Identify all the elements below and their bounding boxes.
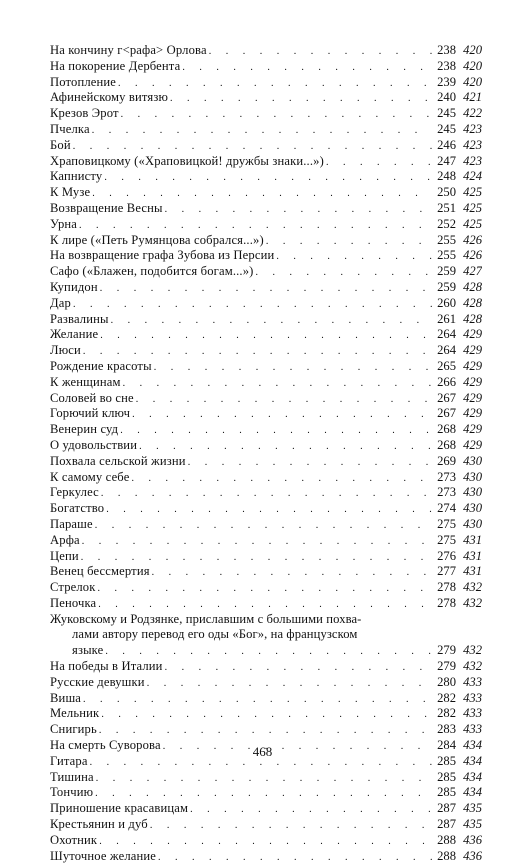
toc-entry [50, 675, 482, 691]
toc-entry [50, 533, 482, 549]
toc-entry-note-page: 429 [463, 343, 482, 358]
toc-entry [50, 659, 482, 675]
toc-entry [50, 248, 482, 264]
leader-dots [132, 406, 432, 422]
toc-entry-page: 285 [437, 753, 456, 768]
toc-entry-page: 282 [437, 706, 456, 721]
leader-dots [190, 801, 432, 817]
toc-entry-page: 267 [437, 390, 456, 405]
leader-dots [101, 706, 432, 722]
toc-entry-page: 282 [437, 690, 456, 705]
toc-entry [50, 485, 482, 501]
toc-entry [50, 154, 482, 170]
toc-entry [50, 849, 482, 864]
toc-entry-note-page: 436 [463, 832, 482, 847]
toc-entry-title: К женщинам [50, 374, 121, 389]
toc-entry [50, 549, 482, 565]
toc-entry-title: Венец бессмертия [50, 564, 150, 579]
toc-entry-title: Тишина [50, 769, 94, 784]
toc-entry [50, 59, 482, 75]
toc-entry-title: К Музе [50, 185, 91, 200]
leader-dots [82, 533, 432, 549]
leader-dots [136, 391, 432, 407]
toc-entry-title: Цепи [50, 548, 79, 563]
toc-entry-title: Люси [50, 343, 81, 358]
toc-entry [50, 406, 482, 422]
leader-dots [152, 564, 432, 580]
toc-entry-title: Арфа [50, 532, 80, 547]
toc-entry-title: Виша [50, 690, 82, 705]
toc-entry-title: На возвращение графа Зубова из Персии [50, 248, 275, 263]
toc-entry-note-page: 430 [463, 485, 482, 500]
toc-entry-page: 278 [437, 595, 456, 610]
toc-entry-note-page: 421 [463, 90, 482, 105]
toc-entry-note-page: 431 [463, 532, 482, 547]
toc-entry-note-page: 428 [463, 279, 482, 294]
toc-entry-title-line: лами автору перевод его оды «Бог», на французском [72, 627, 358, 642]
toc-entry-note-page: 434 [463, 738, 482, 753]
toc-entry [50, 233, 482, 249]
toc-entry [50, 438, 482, 454]
toc-entry-note-page: 420 [463, 74, 482, 89]
toc-entry-note-page: 420 [463, 43, 482, 57]
toc-entry-page: 267 [437, 406, 456, 421]
toc-entry-page: 264 [437, 327, 456, 342]
toc-entry-page: 275 [437, 516, 456, 531]
leader-dots [121, 106, 432, 122]
toc-entry-note-page: 429 [463, 327, 482, 342]
toc-entry-title: Купидон [50, 279, 98, 294]
toc-entry-page: 283 [437, 722, 456, 737]
toc-entry [50, 264, 482, 280]
toc-entry-note-page: 433 [463, 722, 482, 737]
toc-entry [50, 564, 482, 580]
toc-entry-note-page: 429 [463, 437, 482, 452]
toc-entry-note-page: 433 [463, 690, 482, 705]
leader-dots [101, 485, 432, 501]
toc-entry-note-page: 435 [463, 801, 482, 816]
toc-entry-page: 276 [437, 548, 456, 563]
toc-entry-title: Соловей во сне [50, 390, 134, 405]
toc-entry [50, 691, 482, 707]
toc-entry-title: К лире («Петь Румянцова собрался...») [50, 232, 264, 247]
toc-entry-title: Рождение красоты [50, 358, 152, 373]
toc-entry-title: Венерин суд [50, 422, 119, 437]
toc-entry-note-page: 426 [463, 248, 482, 263]
toc-entry-title: Горючий ключ [50, 406, 131, 421]
toc-entry-title: К самому себе [50, 469, 130, 484]
toc-entry-title: Желание [50, 327, 99, 342]
toc-entry-page: 285 [437, 769, 456, 784]
table-of-contents [50, 43, 482, 864]
toc-entry [50, 185, 482, 201]
toc-entry-note-page: 435 [463, 817, 482, 832]
toc-entry-page: 247 [437, 153, 456, 168]
toc-entry-title: Бой [50, 137, 71, 152]
toc-entry [50, 122, 482, 138]
leader-dots [209, 43, 432, 59]
toc-entry-title: На смерть Суворова [50, 738, 161, 753]
toc-entry-page: 268 [437, 422, 456, 437]
toc-entry-title: Пчелка [50, 121, 90, 136]
toc-entry [50, 343, 482, 359]
toc-entry-title-line: Жуковскому и Родзянке, приславшим с большими похва- [50, 611, 362, 626]
toc-entry [50, 470, 482, 486]
toc-entry-note-page: 434 [463, 785, 482, 800]
toc-entry [50, 201, 482, 217]
toc-entry-title: На кончину г<рафа> Орлова [50, 43, 207, 57]
toc-entry-page: 245 [437, 121, 456, 136]
toc-entry [50, 454, 482, 470]
toc-entry-title: Снигирь [50, 722, 97, 737]
toc-entry-note-page: 431 [463, 548, 482, 563]
toc-entry-note-page: 422 [463, 106, 482, 121]
toc-entry-title: Шуточное желание [50, 848, 157, 863]
toc-entry-page: 239 [437, 74, 456, 89]
toc-entry-note-page: 432 [463, 595, 482, 610]
toc-entry-title: Гитара [50, 753, 88, 768]
leader-dots [326, 154, 432, 170]
toc-entry-page: 273 [437, 485, 456, 500]
toc-entry-note-page: 433 [463, 706, 482, 721]
toc-entry-note-page: 423 [463, 121, 482, 136]
leader-dots [276, 248, 432, 264]
leader-dots [96, 770, 432, 786]
toc-entry-title: Богатство [50, 501, 105, 516]
toc-entry-page: 259 [437, 264, 456, 279]
toc-entry [50, 327, 482, 343]
toc-entry-note-page: 420 [463, 58, 482, 73]
toc-entry-note-page: 424 [463, 169, 482, 184]
toc-entry-page: 273 [437, 469, 456, 484]
toc-entry-page: 285 [437, 785, 456, 800]
toc-entry-page: 284 [437, 738, 456, 753]
toc-entry-page: 278 [437, 580, 456, 595]
leader-dots [111, 312, 432, 328]
toc-entry-title: Урна [50, 216, 78, 231]
toc-entry [50, 296, 482, 312]
toc-entry-page: 275 [437, 532, 456, 547]
toc-entry [50, 90, 482, 106]
toc-entry-multiline [50, 612, 482, 659]
toc-entry-note-page: 426 [463, 232, 482, 247]
toc-entry-page: 280 [437, 674, 456, 689]
toc-entry [50, 391, 482, 407]
leader-dots [170, 90, 432, 106]
leader-dots [95, 785, 432, 801]
toc-entry-page: 246 [437, 137, 456, 152]
leader-dots [154, 359, 432, 375]
toc-entry-note-page: 430 [463, 516, 482, 531]
toc-entry-title: Капнисту [50, 169, 103, 184]
toc-entry [50, 106, 482, 122]
toc-entry-note-page: 429 [463, 390, 482, 405]
toc-entry-title: Сафо («Блажен, подобится богам...») [50, 264, 254, 279]
toc-entry-page: 265 [437, 358, 456, 373]
toc-entry [50, 833, 482, 849]
toc-entry-note-page: 423 [463, 137, 482, 152]
toc-entry-title: Русские девушки [50, 674, 145, 689]
toc-entry-note-page: 434 [463, 769, 482, 784]
leader-dots [165, 659, 432, 675]
toc-entry [50, 312, 482, 328]
toc-entry-title: Потопление [50, 74, 117, 89]
toc-entry-page: 248 [437, 169, 456, 184]
leader-dots [158, 849, 432, 864]
toc-entry-note-page: 429 [463, 422, 482, 437]
leader-dots [150, 817, 432, 833]
leader-dots [256, 264, 432, 280]
leader-dots [98, 580, 432, 596]
leader-dots [106, 501, 432, 517]
leader-dots [182, 59, 432, 75]
toc-entry-page: 240 [437, 90, 456, 105]
toc-entry [50, 722, 482, 738]
toc-entry [50, 375, 482, 391]
toc-entry-page: 255 [437, 248, 456, 263]
toc-entry [50, 359, 482, 375]
toc-entry-title: Крестьянин и дуб [50, 817, 148, 832]
toc-entry [50, 422, 482, 438]
toc-entry-title: Возвращение Весны [50, 200, 163, 215]
toc-entry-page: 274 [437, 501, 456, 516]
toc-entries-group [50, 659, 482, 864]
toc-entry-note-page: 428 [463, 311, 482, 326]
leader-dots [100, 280, 432, 296]
toc-entry-page: 277 [437, 564, 456, 579]
toc-entry-page: 238 [437, 58, 456, 73]
leader-dots [79, 217, 432, 233]
toc-entry-page: 250 [437, 185, 456, 200]
toc-entry-page: 266 [437, 374, 456, 389]
toc-entry-note-page: 429 [463, 374, 482, 389]
toc-entry-title: Стрелок [50, 580, 96, 595]
toc-entry-note-page: 431 [463, 564, 482, 579]
toc-entry-page: 251 [437, 200, 456, 215]
toc-entry [50, 801, 482, 817]
toc-entry-note-page: 432 [463, 643, 482, 658]
leader-dots [104, 169, 432, 185]
leader-dots [131, 470, 432, 486]
toc-entry [50, 817, 482, 833]
leader-dots [81, 549, 432, 565]
leader-dots [105, 643, 432, 659]
toc-entry-title: Дар [50, 295, 71, 310]
toc-entry [50, 217, 482, 233]
toc-entry-title: Приношение красавицам [50, 801, 189, 816]
toc-entry-page: 287 [437, 801, 456, 816]
toc-entry-title-line: языке [72, 643, 104, 658]
leader-dots [95, 517, 432, 533]
toc-entry-note-page: 425 [463, 216, 482, 231]
toc-entry-page: 259 [437, 279, 456, 294]
toc-entry-page: 260 [437, 295, 456, 310]
toc-entry-note-page: 433 [463, 674, 482, 689]
toc-entry-note-page: 423 [463, 153, 482, 168]
toc-entry-page: 269 [437, 453, 456, 468]
toc-entry-page: 279 [437, 643, 456, 658]
toc-entry-page: 288 [437, 832, 456, 847]
toc-entry-note-page: 427 [463, 264, 482, 279]
leader-dots [100, 327, 432, 343]
toc-entry-title: Пеночка [50, 595, 97, 610]
toc-entry-last-line [50, 643, 482, 659]
leader-dots [92, 122, 432, 138]
toc-entry-note-page: 432 [463, 580, 482, 595]
toc-entry-note-page: 430 [463, 469, 482, 484]
toc-entry-title: На победы в Италии [50, 659, 163, 674]
toc-entry [50, 517, 482, 533]
page-number: 468 [252, 744, 273, 759]
toc-entry-title: Храповицкому («Храповицкой! дружбы знаки...») [50, 153, 324, 168]
toc-entry-note-page: 434 [463, 753, 482, 768]
toc-entry-title: Параше [50, 516, 93, 531]
toc-entry-title: Похвала сельской жизни [50, 453, 186, 468]
toc-entry-note-page: 429 [463, 406, 482, 421]
toc-entry-note-page: 432 [463, 659, 482, 674]
leader-dots [118, 75, 432, 91]
leader-dots [98, 596, 432, 612]
leader-dots [83, 343, 432, 359]
toc-entry-note-page: 428 [463, 295, 482, 310]
toc-entry-page: 261 [437, 311, 456, 326]
leader-dots [99, 833, 432, 849]
toc-entry-page: 245 [437, 106, 456, 121]
toc-entry-page: 264 [437, 343, 456, 358]
toc-entry [50, 580, 482, 596]
leader-dots [147, 675, 432, 691]
toc-entry-title: О удовольствии [50, 437, 138, 452]
toc-entry [50, 75, 482, 91]
toc-entry-title: Афинейскому витязю [50, 90, 169, 105]
leader-dots [120, 422, 432, 438]
toc-entry-title: Мельник [50, 706, 100, 721]
toc-entry-note-page: 425 [463, 185, 482, 200]
leader-dots [123, 375, 432, 391]
toc-entry [50, 501, 482, 517]
leader-dots [188, 454, 432, 470]
toc-entry [50, 596, 482, 612]
leader-dots [92, 185, 432, 201]
leader-dots [139, 438, 432, 454]
toc-entry-title: Геркулес [50, 485, 99, 500]
toc-entry [50, 785, 482, 801]
toc-entry [50, 169, 482, 185]
toc-entry-page: 238 [437, 43, 456, 57]
toc-entry-title: Тончию [50, 785, 94, 800]
toc-entry [50, 706, 482, 722]
toc-entry-note-page: 429 [463, 358, 482, 373]
toc-entry-title: Охотник [50, 832, 98, 847]
toc-entry-page: 287 [437, 817, 456, 832]
toc-entry-title: На покорение Дербента [50, 58, 181, 73]
toc-entry [50, 280, 482, 296]
toc-entry-page: 288 [437, 848, 456, 863]
toc-entry-title: Развалины [50, 311, 109, 326]
toc-entry-title: Крезов Эрот [50, 106, 119, 121]
toc-entry-page: 268 [437, 437, 456, 452]
leader-dots [83, 691, 432, 707]
toc-entry-page: 252 [437, 216, 456, 231]
toc-entry [50, 138, 482, 154]
toc-entry-note-page: 430 [463, 453, 482, 468]
toc-entry-note-page: 430 [463, 501, 482, 516]
toc-entry-page: 255 [437, 232, 456, 247]
leader-dots [73, 138, 432, 154]
toc-entry [50, 43, 482, 59]
leader-dots [266, 233, 432, 249]
leader-dots [99, 722, 432, 738]
toc-entry [50, 770, 482, 786]
toc-entry-page: 279 [437, 659, 456, 674]
toc-entries-group [50, 43, 482, 612]
toc-entry-note-page: 425 [463, 200, 482, 215]
leader-dots [73, 296, 432, 312]
leader-dots [165, 201, 432, 217]
toc-entry-note-page: 436 [463, 848, 482, 863]
